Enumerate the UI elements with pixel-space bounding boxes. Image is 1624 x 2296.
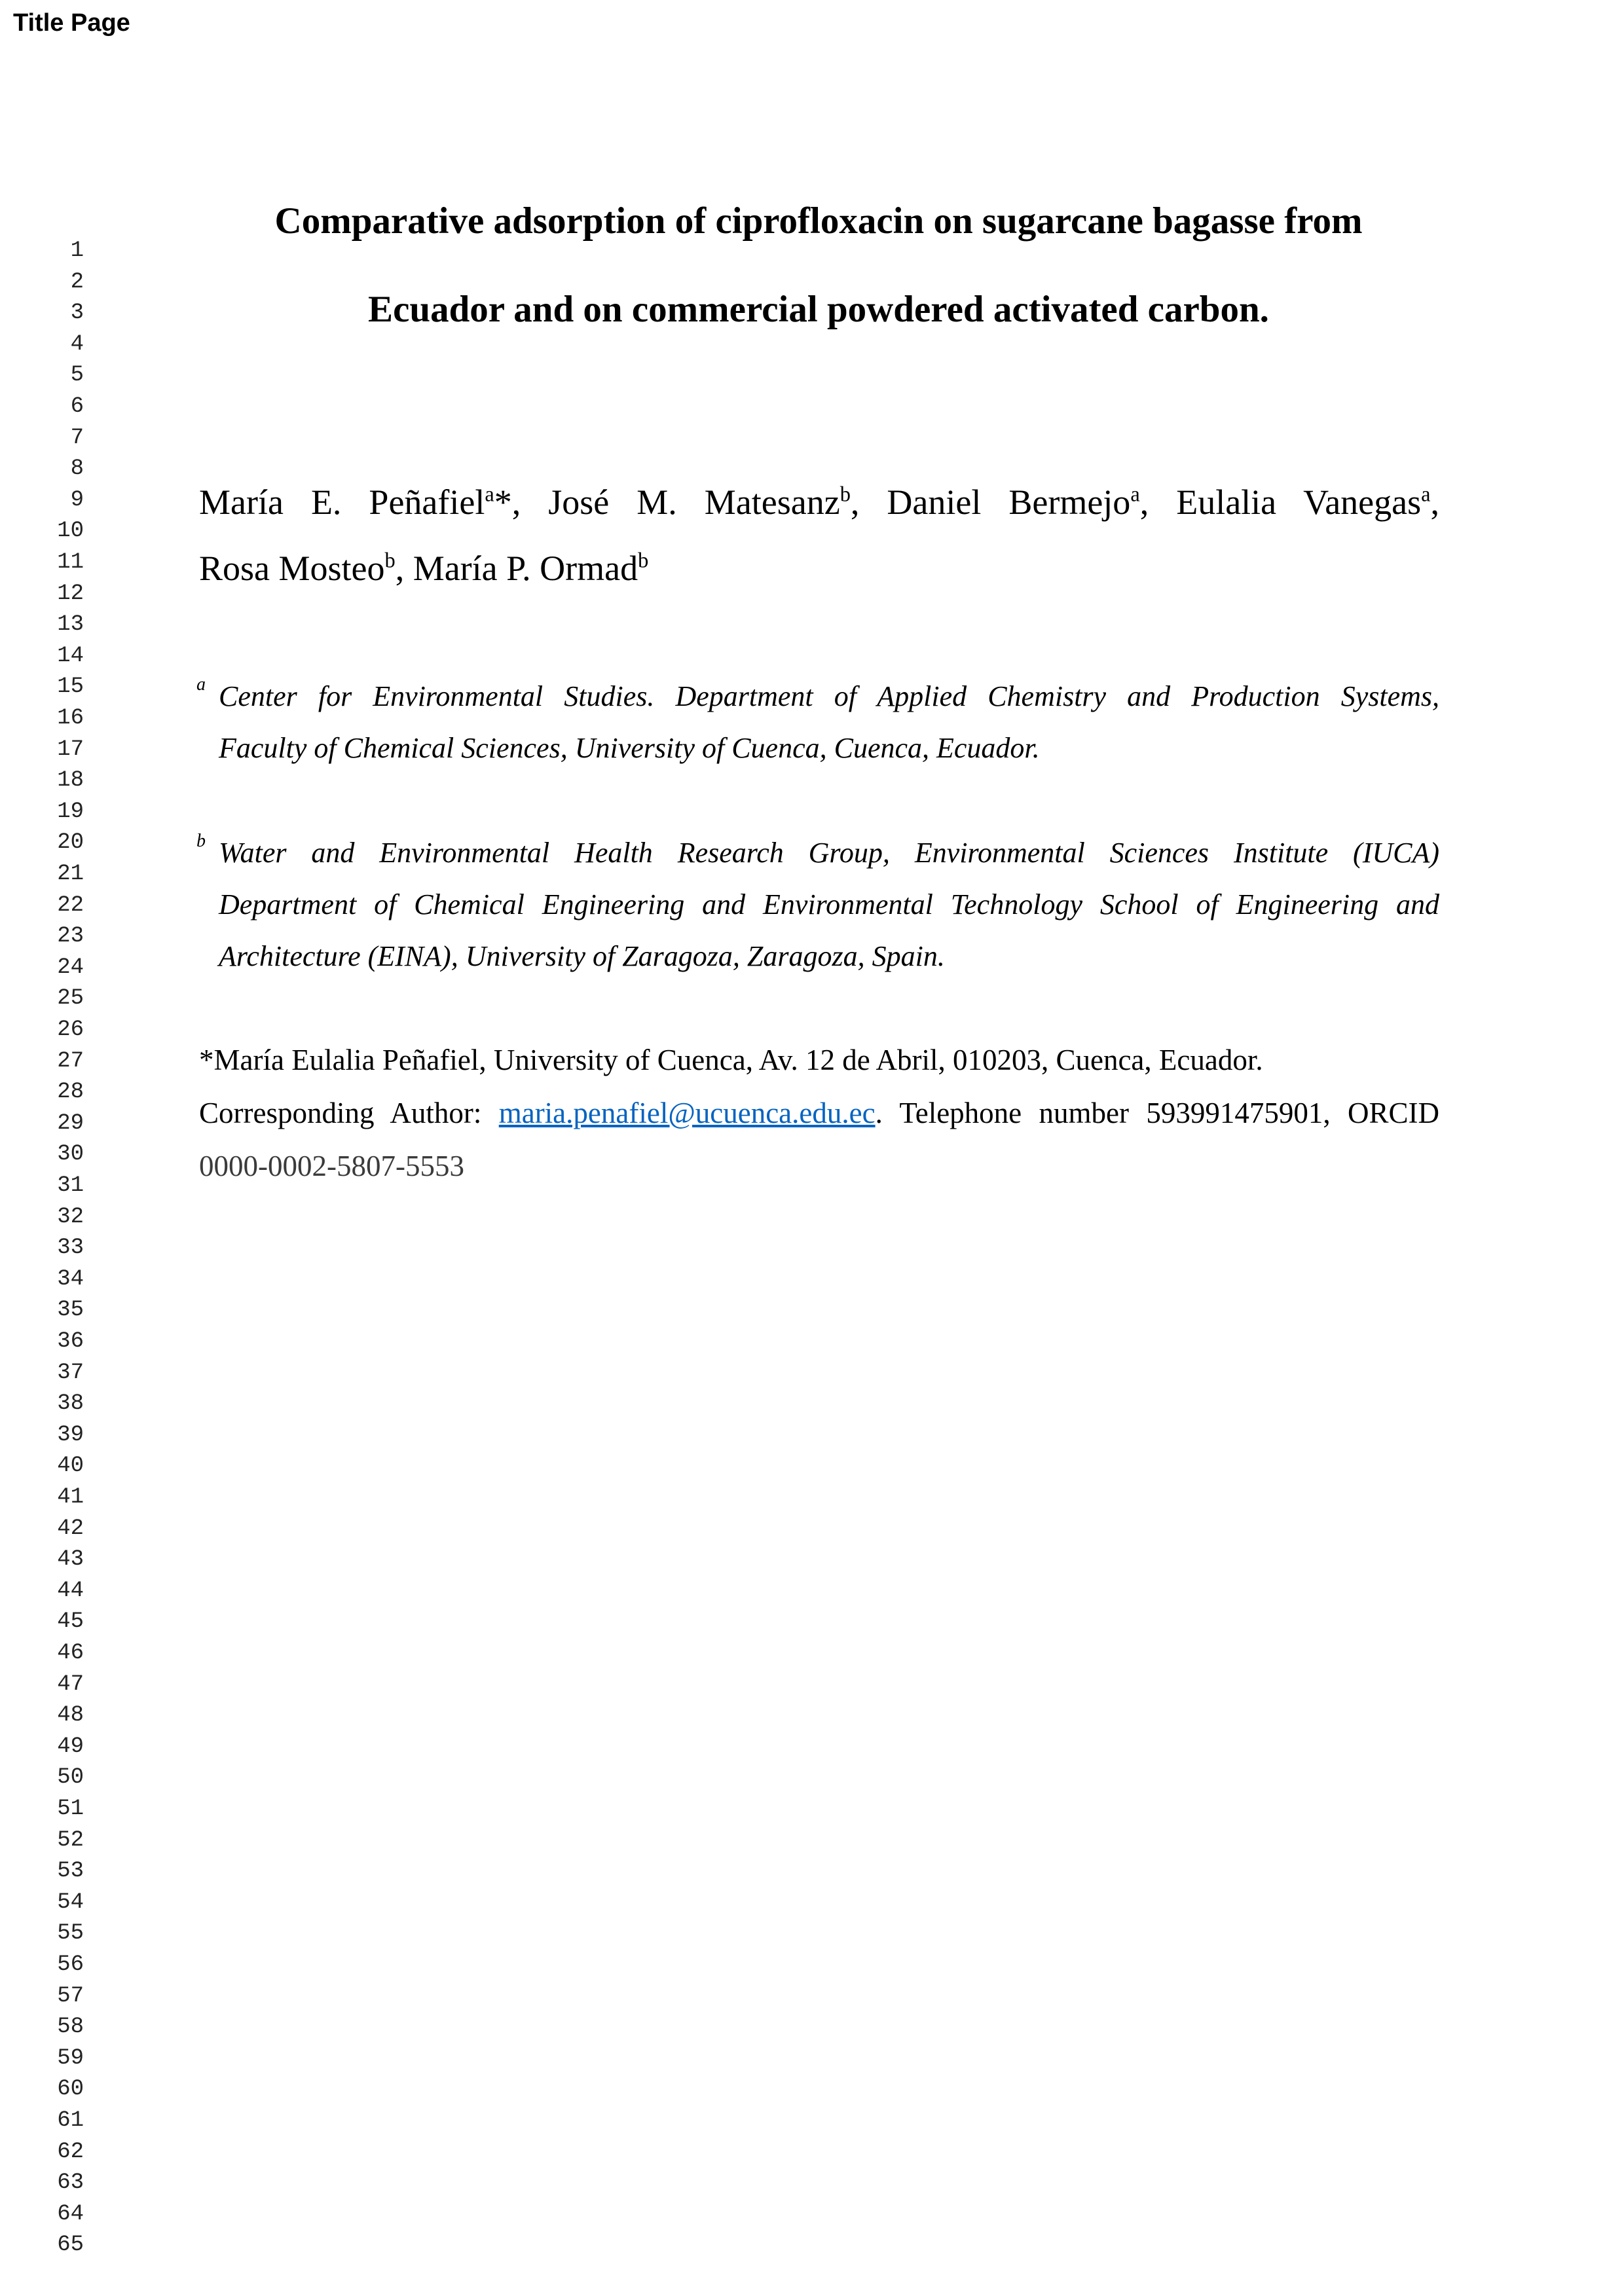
line-number: 10 — [57, 519, 84, 544]
line-number: 36 — [57, 1329, 84, 1354]
line-number: 56 — [57, 1952, 84, 1977]
line-number: 64 — [57, 2201, 84, 2227]
line-number: 57 — [57, 1983, 84, 2009]
sep: , — [850, 483, 887, 522]
sep: , — [1430, 483, 1440, 522]
line-number: 14 — [57, 643, 84, 668]
line-number: 32 — [57, 1204, 84, 1230]
affiliation-a-line-1: Center for Environmental Studies. Department of Applied Chemistry and Production Systems, — [219, 680, 1439, 712]
author: María P. Ormad — [413, 549, 638, 588]
line-number: 16 — [57, 706, 84, 731]
line-number: 53 — [57, 1859, 84, 1884]
line-number: 65 — [57, 2232, 84, 2258]
line-number: 30 — [57, 1142, 84, 1167]
authors-line-2 — [199, 547, 648, 589]
author-sup: a — [1421, 483, 1431, 507]
line-number: 26 — [57, 1017, 84, 1042]
author: Eulalia Vanegas — [1176, 483, 1422, 522]
line-number: 44 — [57, 1578, 84, 1603]
author-sup: b — [384, 549, 396, 573]
line-number: 28 — [57, 1080, 84, 1105]
line-number: 50 — [57, 1765, 84, 1791]
author: Rosa Mosteo — [199, 549, 385, 588]
line-number: 13 — [57, 612, 84, 638]
title-line-1: Comparative adsorption of ciprofloxacin on sugarcane bagasse from — [274, 200, 1363, 242]
author-sup: a — [485, 483, 494, 507]
line-number: 9 — [70, 487, 84, 513]
line-number: 43 — [57, 1547, 84, 1573]
line-number: 41 — [57, 1485, 84, 1510]
line-number: 1 — [70, 238, 84, 263]
corresponding-contact — [199, 1095, 1439, 1131]
sep: *, — [494, 483, 549, 522]
phone-text: . Telephone number 593991475901, ORCID — [875, 1097, 1439, 1129]
line-number: 45 — [57, 1609, 84, 1635]
sep: , — [395, 549, 413, 588]
line-number: 6 — [70, 394, 84, 419]
page-label: Title Page — [13, 9, 130, 37]
author: Daniel Bermejo — [887, 483, 1131, 522]
title-line-2: Ecuador and on commercial powdered activated carbon. — [368, 289, 1269, 330]
affiliation-b-line-3: Architecture (EINA), University of Zaragoza, Zaragoza, Spain. — [219, 940, 945, 972]
line-number: 21 — [57, 862, 84, 886]
authors-line-1 — [199, 481, 1439, 523]
line-number: 17 — [57, 737, 84, 762]
line-number: 61 — [57, 2108, 84, 2133]
line-number: 49 — [57, 1734, 84, 1759]
line-number: 33 — [57, 1235, 84, 1261]
line-number: 5 — [70, 363, 84, 388]
line-number: 22 — [57, 892, 84, 918]
line-number: 23 — [57, 924, 84, 949]
line-number: 27 — [57, 1048, 84, 1074]
affiliation-b-line-1: Water and Environmental Health Research Group, Environmental Sciences Institute (IUCA) — [219, 837, 1439, 869]
line-number: 54 — [57, 1889, 84, 1915]
email-link[interactable]: maria.penafiel@ucuenca.edu.ec — [498, 1097, 876, 1129]
author-sup: b — [840, 483, 851, 507]
line-number: 2 — [70, 269, 84, 295]
line-number: 18 — [57, 768, 84, 793]
line-number: 63 — [57, 2170, 84, 2196]
line-number: 38 — [57, 1391, 84, 1417]
line-number: 15 — [57, 674, 84, 700]
author-sup: a — [1130, 483, 1140, 507]
line-number: 60 — [57, 2077, 84, 2102]
affiliation-mark-a: a — [196, 674, 206, 695]
line-number: 25 — [57, 986, 84, 1011]
line-number: 46 — [57, 1641, 84, 1666]
line-number: 8 — [70, 456, 84, 482]
line-number: 11 — [57, 550, 84, 575]
line-number: 7 — [70, 425, 84, 450]
line-number: 3 — [70, 301, 84, 326]
line-number: 48 — [57, 1703, 84, 1728]
line-number: 42 — [57, 1516, 84, 1541]
line-number: 47 — [57, 1671, 84, 1697]
line-number: 20 — [57, 830, 84, 856]
line-number: 24 — [57, 955, 84, 980]
affiliation-b-line-2: Department of Chemical Engineering and Environmental Technology School of Engineering and — [219, 888, 1439, 920]
author: José M. Matesanz — [548, 483, 840, 522]
affiliation-mark-b: b — [196, 831, 206, 851]
line-number: 29 — [57, 1110, 84, 1136]
affiliation-a-line-2: Faculty of Chemical Sciences, University of Cuenca, Cuenca, Ecuador. — [219, 732, 1040, 764]
author: María E. Peñafiel — [199, 483, 485, 522]
line-number: 40 — [57, 1453, 84, 1479]
corresponding-address: *María Eulalia Peñafiel, University of Cuenca, Av. 12 de Abril, 010203, Cuenca, Ecuador. — [199, 1044, 1263, 1076]
author-sup: b — [638, 549, 649, 573]
line-number: 4 — [70, 331, 84, 357]
orcid: 0000-0002-5807-5553 — [199, 1150, 464, 1182]
line-number: 51 — [57, 1796, 84, 1821]
line-number: 37 — [57, 1360, 84, 1385]
line-number: 39 — [57, 1422, 84, 1448]
line-number: 62 — [57, 2139, 84, 2164]
line-number: 35 — [57, 1298, 84, 1323]
line-number: 19 — [57, 799, 84, 824]
line-number: 12 — [57, 581, 84, 606]
line-number: 58 — [57, 2014, 84, 2040]
line-number: 52 — [57, 1827, 84, 1853]
line-number: 59 — [57, 2045, 84, 2071]
line-number: 55 — [57, 1921, 84, 1946]
line-number: 31 — [57, 1173, 84, 1198]
corresponding-label: Corresponding Author: — [199, 1097, 499, 1129]
line-number: 34 — [57, 1266, 84, 1292]
sep: , — [1139, 483, 1177, 522]
